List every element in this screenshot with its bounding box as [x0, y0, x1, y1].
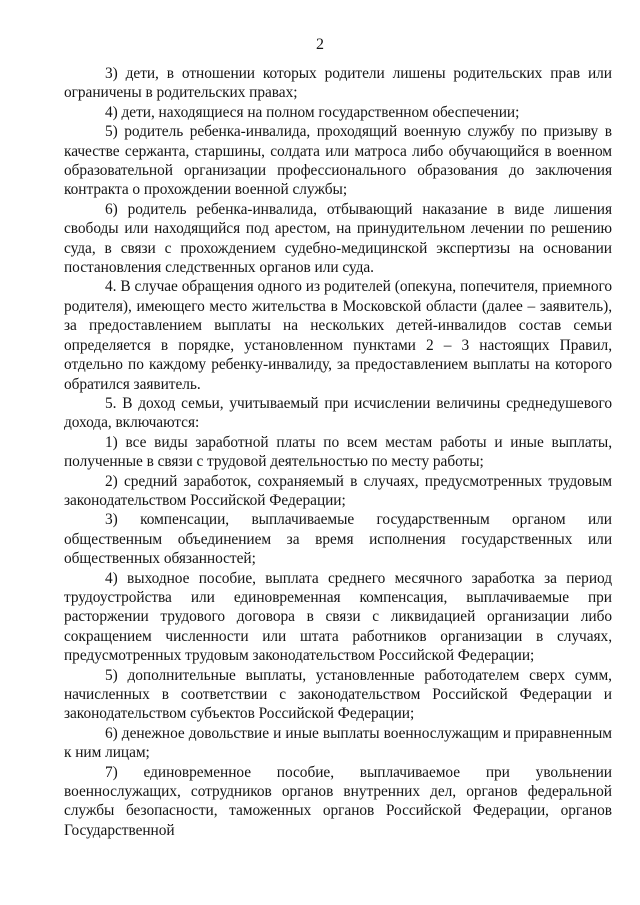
- paragraph-income-item-5-additional-payments: 5) дополнительные выплаты, установленные работодателем сверх сумм, начисленных в соответствии с законодательством Российской Федерации и законодательством субъектов Российской Федерации;: [64, 666, 612, 723]
- paragraph-income-item-6-military-allowance: 6) денежное довольствие и иные выплаты военнослужащим и приравненным к ним лицам;: [64, 724, 612, 762]
- paragraph-item-6-imprisonment: 6) родитель ребенка-инвалида, отбывающий наказание в виде лишения свободы или находящийся под арестом, на принудительном лечении по решению суда, в связи с прохождением судебно-медицинской экспертизы на основании постановления следственных органов или суда.: [64, 200, 612, 277]
- paragraph-section-5-family-income: 5. В доход семьи, учитываемый при исчислении величины среднедушевого дохода, включаются:: [64, 394, 612, 432]
- paragraph-income-item-7-lump-sum-benefit: 7) единовременное пособие, выплачиваемое при увольнении военнослужащих, сотрудников органов внутренних дел, органов федеральной службы безопасности, таможенных органов Российской Федерации, органов Государственной: [64, 763, 612, 839]
- paragraph-item-4-state-care: 4) дети, находящиеся на полном государственном обеспечении;: [105, 103, 520, 121]
- document-body: [64, 64, 612, 840]
- paragraph-income-item-1-wages: 1) все виды заработной платы по всем местам работы и иные выплаты, полученные в связи с трудовой деятельностью по месту работы;: [64, 433, 612, 471]
- paragraph-item-5-military-service: 5) родитель ребенка-инвалида, проходящий военную службу по призыву в качестве сержанта, старшины, солдата или матроса либо обучающийся в военном образовательной организации профессионального образования до заключения контракта о прохождении военной службы;: [64, 123, 612, 199]
- paragraph-section-4-family-composition: 4. В случае обращения одного из родителей (опекуна, попечителя, приемного родителя), имеющего место жительства в Московской области (далее – заявитель), за предоставлением выплаты на нескольких детей-инвалидов состав семьи определяется в порядке, установленном пунктами 2 – 3 настоящих Правил, отдельно по каждому ребенку-инвалиду, за предоставлением выплаты на которого обратился заявитель.: [64, 278, 612, 393]
- page-number: 2: [316, 36, 324, 53]
- paragraph-income-item-2-average-earnings: 2) средний заработок, сохраняемый в случаях, предусмотренных трудовым законодательством Российской Федерации;: [64, 472, 612, 509]
- paragraph-item-3-deprived-rights: 3) дети, в отношении которых родители лишены родительских прав или ограничены в родительских правах;: [64, 65, 612, 102]
- paragraph-income-item-3-compensation: 3) компенсации, выплачиваемые государственным органом или общественным объединением за время исполнения государственных или общественных обязанностей;: [64, 511, 612, 568]
- paragraph-income-item-4-severance: 4) выходное пособие, выплата среднего месячного заработка за период трудоустройства или единовременная компенсация, выплачиваемые при расторжении трудового договора в связи с ликвидацией организации либо сокращением численности или штата работников организации в случаях, предусмотренных трудовым законодательством Российской Федерации;: [64, 569, 612, 665]
